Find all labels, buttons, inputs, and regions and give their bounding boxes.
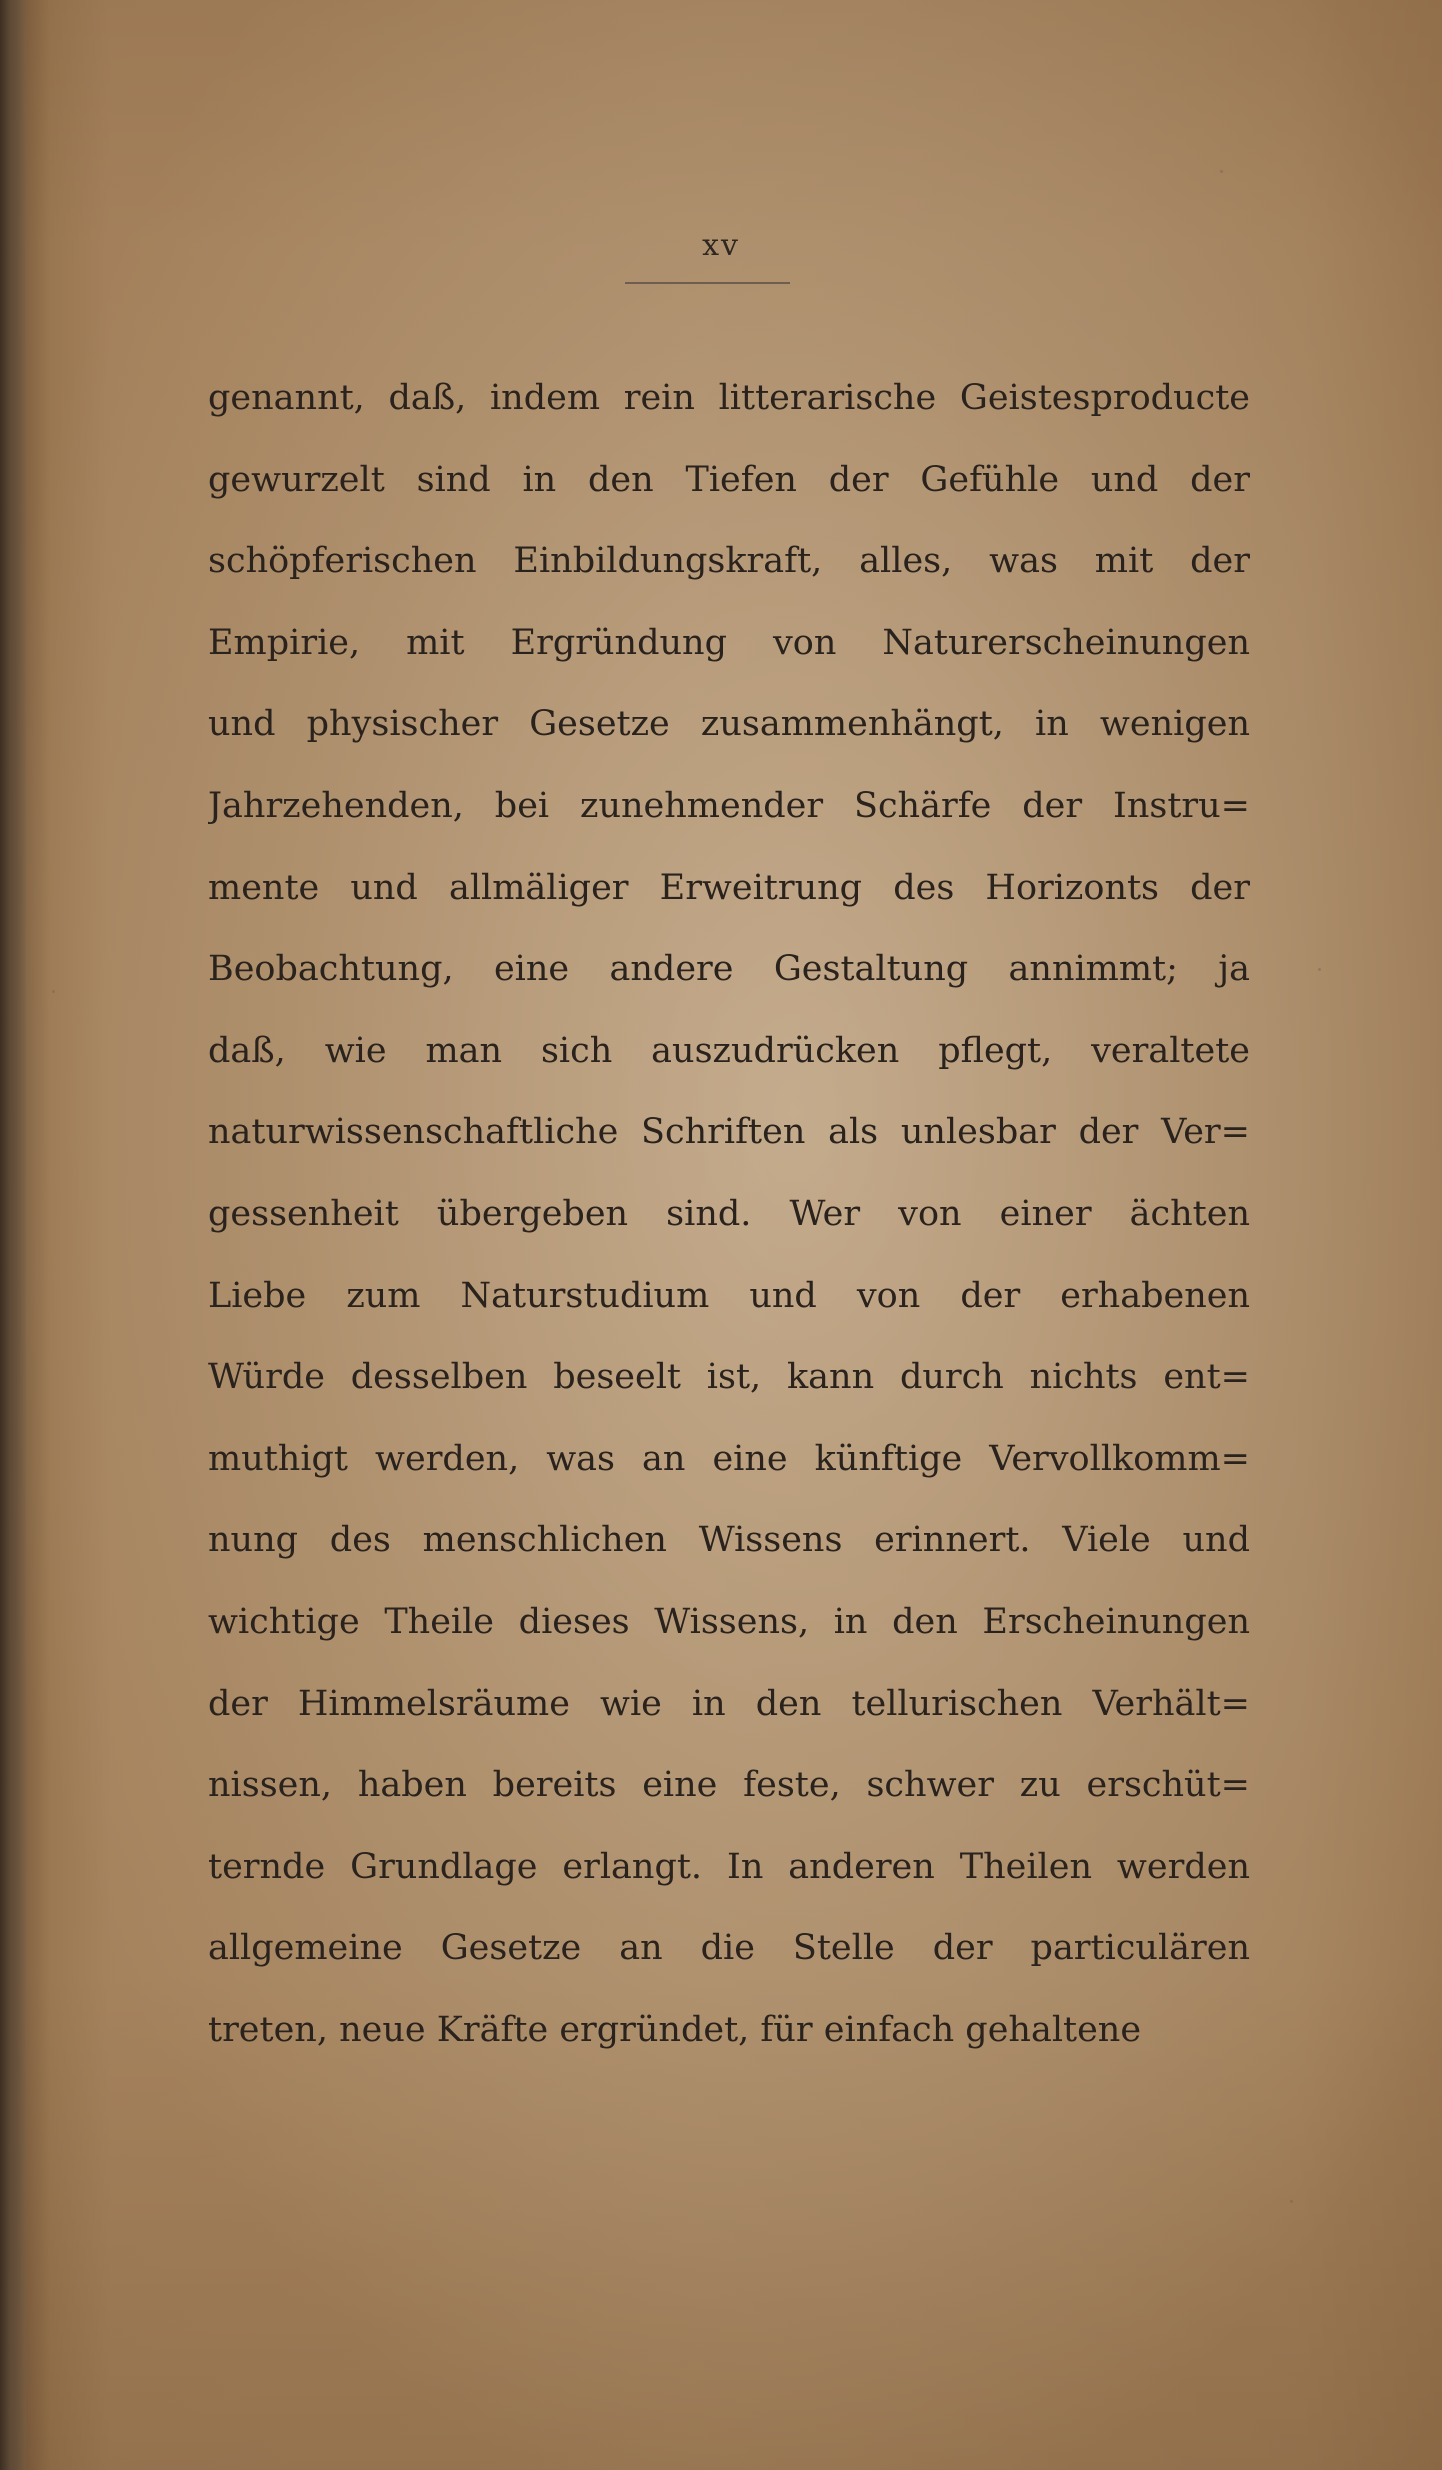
text-line: genannt, daß, indem rein litterarische Geistesproducte bbox=[208, 378, 1250, 418]
text-line: Liebe zum Naturstudium und von der erhabenen bbox=[208, 1275, 1250, 1316]
header-rule bbox=[625, 282, 790, 284]
text-line: ternde Grundlage erlangt. In anderen Theilen werden bbox=[208, 1846, 1250, 1887]
paper-speck bbox=[1318, 968, 1321, 971]
page-number: xv bbox=[702, 228, 740, 263]
text-line: nissen, haben bereits eine feste, schwer zu erschüt= bbox=[208, 1765, 1250, 1806]
text-line: Empirie, mit Ergründung von Naturerscheinungen bbox=[208, 622, 1250, 663]
text-line: muthigt werden, was an eine künftige Vervollkomm= bbox=[208, 1438, 1250, 1479]
text-line: gessenheit übergeben sind. Wer von einer ächten bbox=[208, 1193, 1250, 1234]
text-line: daß, wie man sich auszudrücken pflegt, veraltete bbox=[208, 1030, 1250, 1071]
body-text bbox=[208, 358, 1250, 2071]
text-line: allgemeine Gesetze an die Stelle der particulären bbox=[208, 1928, 1250, 1969]
text-line: Würde desselben beseelt ist, kann durch nichts ent= bbox=[208, 1357, 1250, 1398]
text-line: treten, neue Kräfte ergründet, für einfach gehaltene bbox=[208, 2009, 1142, 2050]
text-line: und physischer Gesetze zusammenhängt, in wenigen bbox=[208, 704, 1250, 745]
text-line: schöpferischen Einbildungskraft, alles, was mit der bbox=[208, 541, 1250, 582]
text-line: Beobachtung, eine andere Gestaltung annimmt; ja bbox=[208, 949, 1250, 990]
text-line: Jahrzehenden, bei zunehmender Schärfe der Instru= bbox=[208, 785, 1250, 826]
text-line: naturwissenschaftliche Schriften als unlesbar der Ver= bbox=[208, 1112, 1250, 1153]
paper-speck bbox=[52, 990, 55, 993]
paper-speck bbox=[1220, 170, 1223, 173]
paper-speck bbox=[1290, 2200, 1293, 2203]
text-line: gewurzelt sind in den Tiefen der Gefühle und der bbox=[208, 459, 1250, 500]
text-line: mente und allmäliger Erweitrung des Horizonts der bbox=[208, 867, 1250, 908]
binding-edge bbox=[0, 0, 26, 2470]
text-line: der Himmelsräume wie in den tellurischen Verhält= bbox=[208, 1683, 1250, 1724]
text-line: wichtige Theile dieses Wissens, in den Erscheinungen bbox=[208, 1601, 1250, 1642]
text-line: nung des menschlichen Wissens erinnert. Viele und bbox=[208, 1520, 1250, 1561]
